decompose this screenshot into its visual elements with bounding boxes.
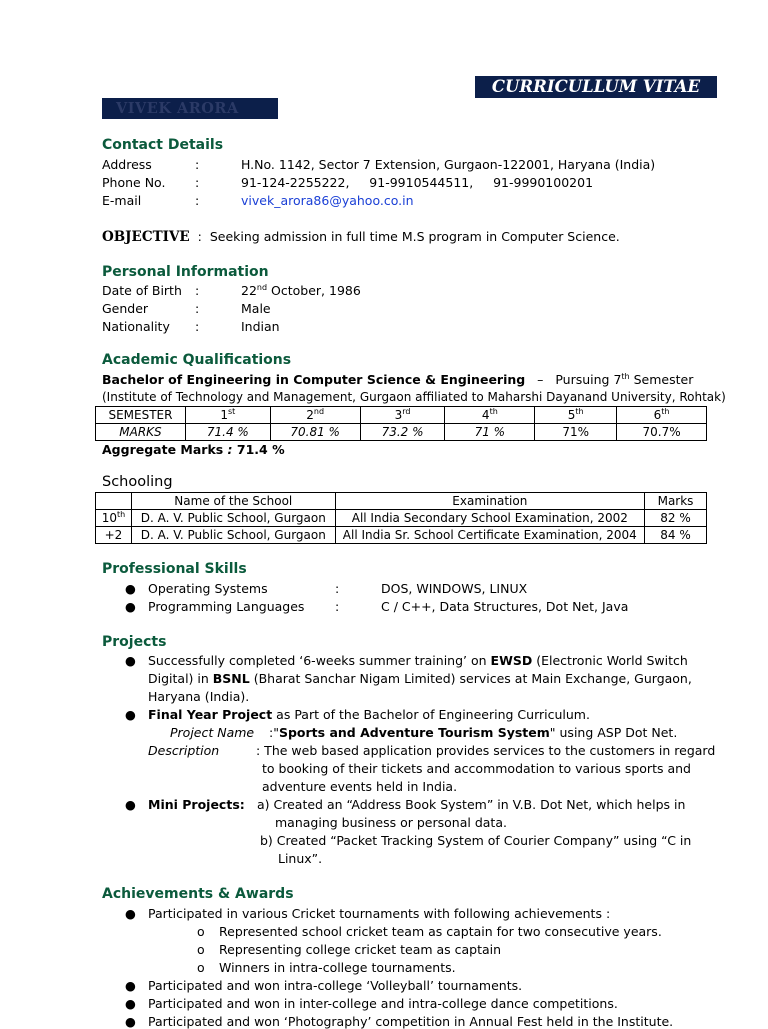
bullet-icon: ● [125,653,136,668]
mini-project-text: a) Created an “Address Book System” in V.B. Dot Net, which helps in [257,797,686,812]
sem-cell: 1st [185,407,270,424]
project-name-label: Project Name [170,725,255,740]
table-row [96,527,707,544]
achievement-item: Participated and won ‘Photography’ competition in Annual Fest held in the Institute. [148,1014,674,1029]
final-year-project: Final Year Project as Part of the Bachelor of Engineering Curriculum. [148,707,590,722]
bullet-icon: ● [125,1014,136,1029]
pursuing: Pursuing 7th Semester [555,371,694,387]
table-row [96,424,707,441]
phone-label: Phone No. [102,175,166,190]
bullet-icon: ● [125,581,136,596]
school-cell: D. A. V. Public School, Gurgaon [131,527,335,544]
nationality-value: Indian [241,319,280,334]
description-text: adventure events held in India. [262,779,458,794]
sem-cell: 3rd [360,407,445,424]
bullet-icon: ● [125,707,136,722]
sub-bullet-icon: o [197,942,205,957]
semester-marks-table [95,406,707,441]
marks-header: MARKS [96,424,186,441]
sub-achievement: Winners in intra-college tournaments. [219,960,456,975]
description-label: Description [148,743,220,758]
mini-project-text: managing business or personal data. [275,815,507,830]
dob-value: 22nd October, 1986 [241,282,361,298]
marks-cell: 82 % [645,510,707,527]
class-cell: 10th [96,510,132,527]
nationality-label: Nationality [102,319,170,334]
project-name-value: :"Sports and Adventure Tourism System" using ASP Dot Net. [269,725,678,740]
name-banner [102,98,278,119]
mini-project-text: Linux”. [278,851,323,866]
sub-bullet-icon: o [197,924,205,939]
sem-cell: 4th [445,407,535,424]
phone-value: 91-124-2255222, 91-9910544511, 91-9990100201 [241,175,594,190]
marks-cell: 84 % [645,527,707,544]
bullet-icon: ● [125,599,136,614]
institute-line: (Institute of Technology and Management, Gurgaon affiliated to Maharshi Dayanand University, Rohtak) [102,390,726,404]
table-row [96,493,707,510]
colon: : [195,175,200,190]
exam-cell: All India Secondary School Examination, 2002 [335,510,644,527]
skill-value: DOS, WINDOWS, LINUX [381,581,528,596]
mini-projects-label: Mini Projects: [148,797,245,812]
academic-heading: Academic Qualifications [102,352,292,368]
achievement-item: Participated and won intra-college ‘Volleyball’ tournaments. [148,978,523,993]
candidate-name: VIVEK ARORA [116,100,239,117]
achievement-item: Participated and won in inter-college and intra-college dance competitions. [148,996,618,1011]
col-header: Examination [335,493,644,510]
skill-label: Operating Systems [148,581,268,596]
mini-project-text: b) Created “Packet Tracking System of Courier Company” using “C in [260,833,692,848]
marks-cell: 71.4 % [185,424,270,441]
dob-label: Date of Birth [102,283,182,298]
bullet-icon: ● [125,906,136,921]
description-text: : The web based application provides services to the customers in regard [256,743,716,758]
project-training-line: Successfully completed ‘6-weeks summer training’ on EWSD (Electronic World Switch [148,653,688,668]
description-text: to booking of their tickets and accommodation to various sports and [262,761,691,776]
colon: : [335,581,340,596]
skills-list [125,581,725,621]
objective-text: Seeking admission in full time M.S program in Computer Science. [209,229,620,244]
personal-heading: Personal Information [102,264,269,280]
sem-cell: 6th [617,407,707,424]
bullet-icon: ● [125,797,136,812]
bullet-icon: ● [125,978,136,993]
colon: : [195,157,200,172]
degree-line: Bachelor of Engineering in Computer Science & Engineering – Pursuing 7th Semester [102,371,694,387]
skill-label: Programming Languages [148,599,305,614]
sub-achievement: Representing college cricket team as captain [219,942,502,957]
project-training-line: Digital) in BSNL (Bharat Sanchar Nigam Limited) services at Main Exchange, Gurgaon, [148,671,692,686]
sem-header: SEMESTER [96,407,186,424]
marks-cell: 70.81 % [270,424,360,441]
col-header: Marks [645,493,707,510]
marks-cell: 73.2 % [360,424,445,441]
schooling-table [95,492,707,544]
achievement-item: Participated in various Cricket tournaments with following achievements : [148,906,611,921]
skill-value: C / C++, Data Structures, Dot Net, Java [381,599,629,614]
gender-label: Gender [102,301,149,316]
col-header: Name of the School [131,493,335,510]
bullet-icon: ● [125,996,136,1011]
class-cell: +2 [96,527,132,544]
aggregate-marks: Aggregate Marks : 71.4 % [102,442,285,457]
objective-label: OBJECTIVE [102,229,190,245]
project-training-line: Haryana (India). [148,689,250,704]
projects-heading: Projects [102,634,167,650]
marks-cell: 70.7% [617,424,707,441]
schooling-heading: Schooling [102,474,173,490]
table-row [96,407,707,424]
colon: : [195,319,200,334]
table-row [96,510,707,527]
address-label: Address [102,157,152,172]
skills-heading: Professional Skills [102,561,247,577]
degree-title: Bachelor of Engineering in Computer Science & Engineering [102,372,526,387]
colon: : [335,599,340,614]
achievements-list [125,906,745,1029]
email-link[interactable]: vivek_arora86@yahoo.co.in [241,193,414,208]
sub-achievement: Represented school cricket team as captain for two consecutive years. [219,924,662,939]
objective: OBJECTIVE : Seeking admission in full time M.S program in Computer Science. [102,229,620,245]
colon: : [195,193,200,208]
exam-cell: All India Sr. School Certificate Examination, 2004 [335,527,644,544]
sem-cell: 5th [535,407,617,424]
sem-cell: 2nd [270,407,360,424]
colon: : [195,301,200,316]
email-label: E-mail [102,193,142,208]
address-value: H.No. 1142, Sector 7 Extension, Gurgaon-122001, Haryana (India) [241,157,656,172]
gender-value: Male [241,301,271,316]
marks-cell: 71 % [445,424,535,441]
cv-title: CURRICULLUM VITAE [475,76,717,98]
sub-bullet-icon: o [197,960,205,975]
personal-details [102,283,602,339]
achievements-heading: Achievements & Awards [102,886,294,902]
projects-list [125,653,735,873]
school-cell: D. A. V. Public School, Gurgaon [131,510,335,527]
marks-cell: 71% [535,424,617,441]
contact-heading: Contact Details [102,137,224,153]
colon: : [195,283,200,298]
